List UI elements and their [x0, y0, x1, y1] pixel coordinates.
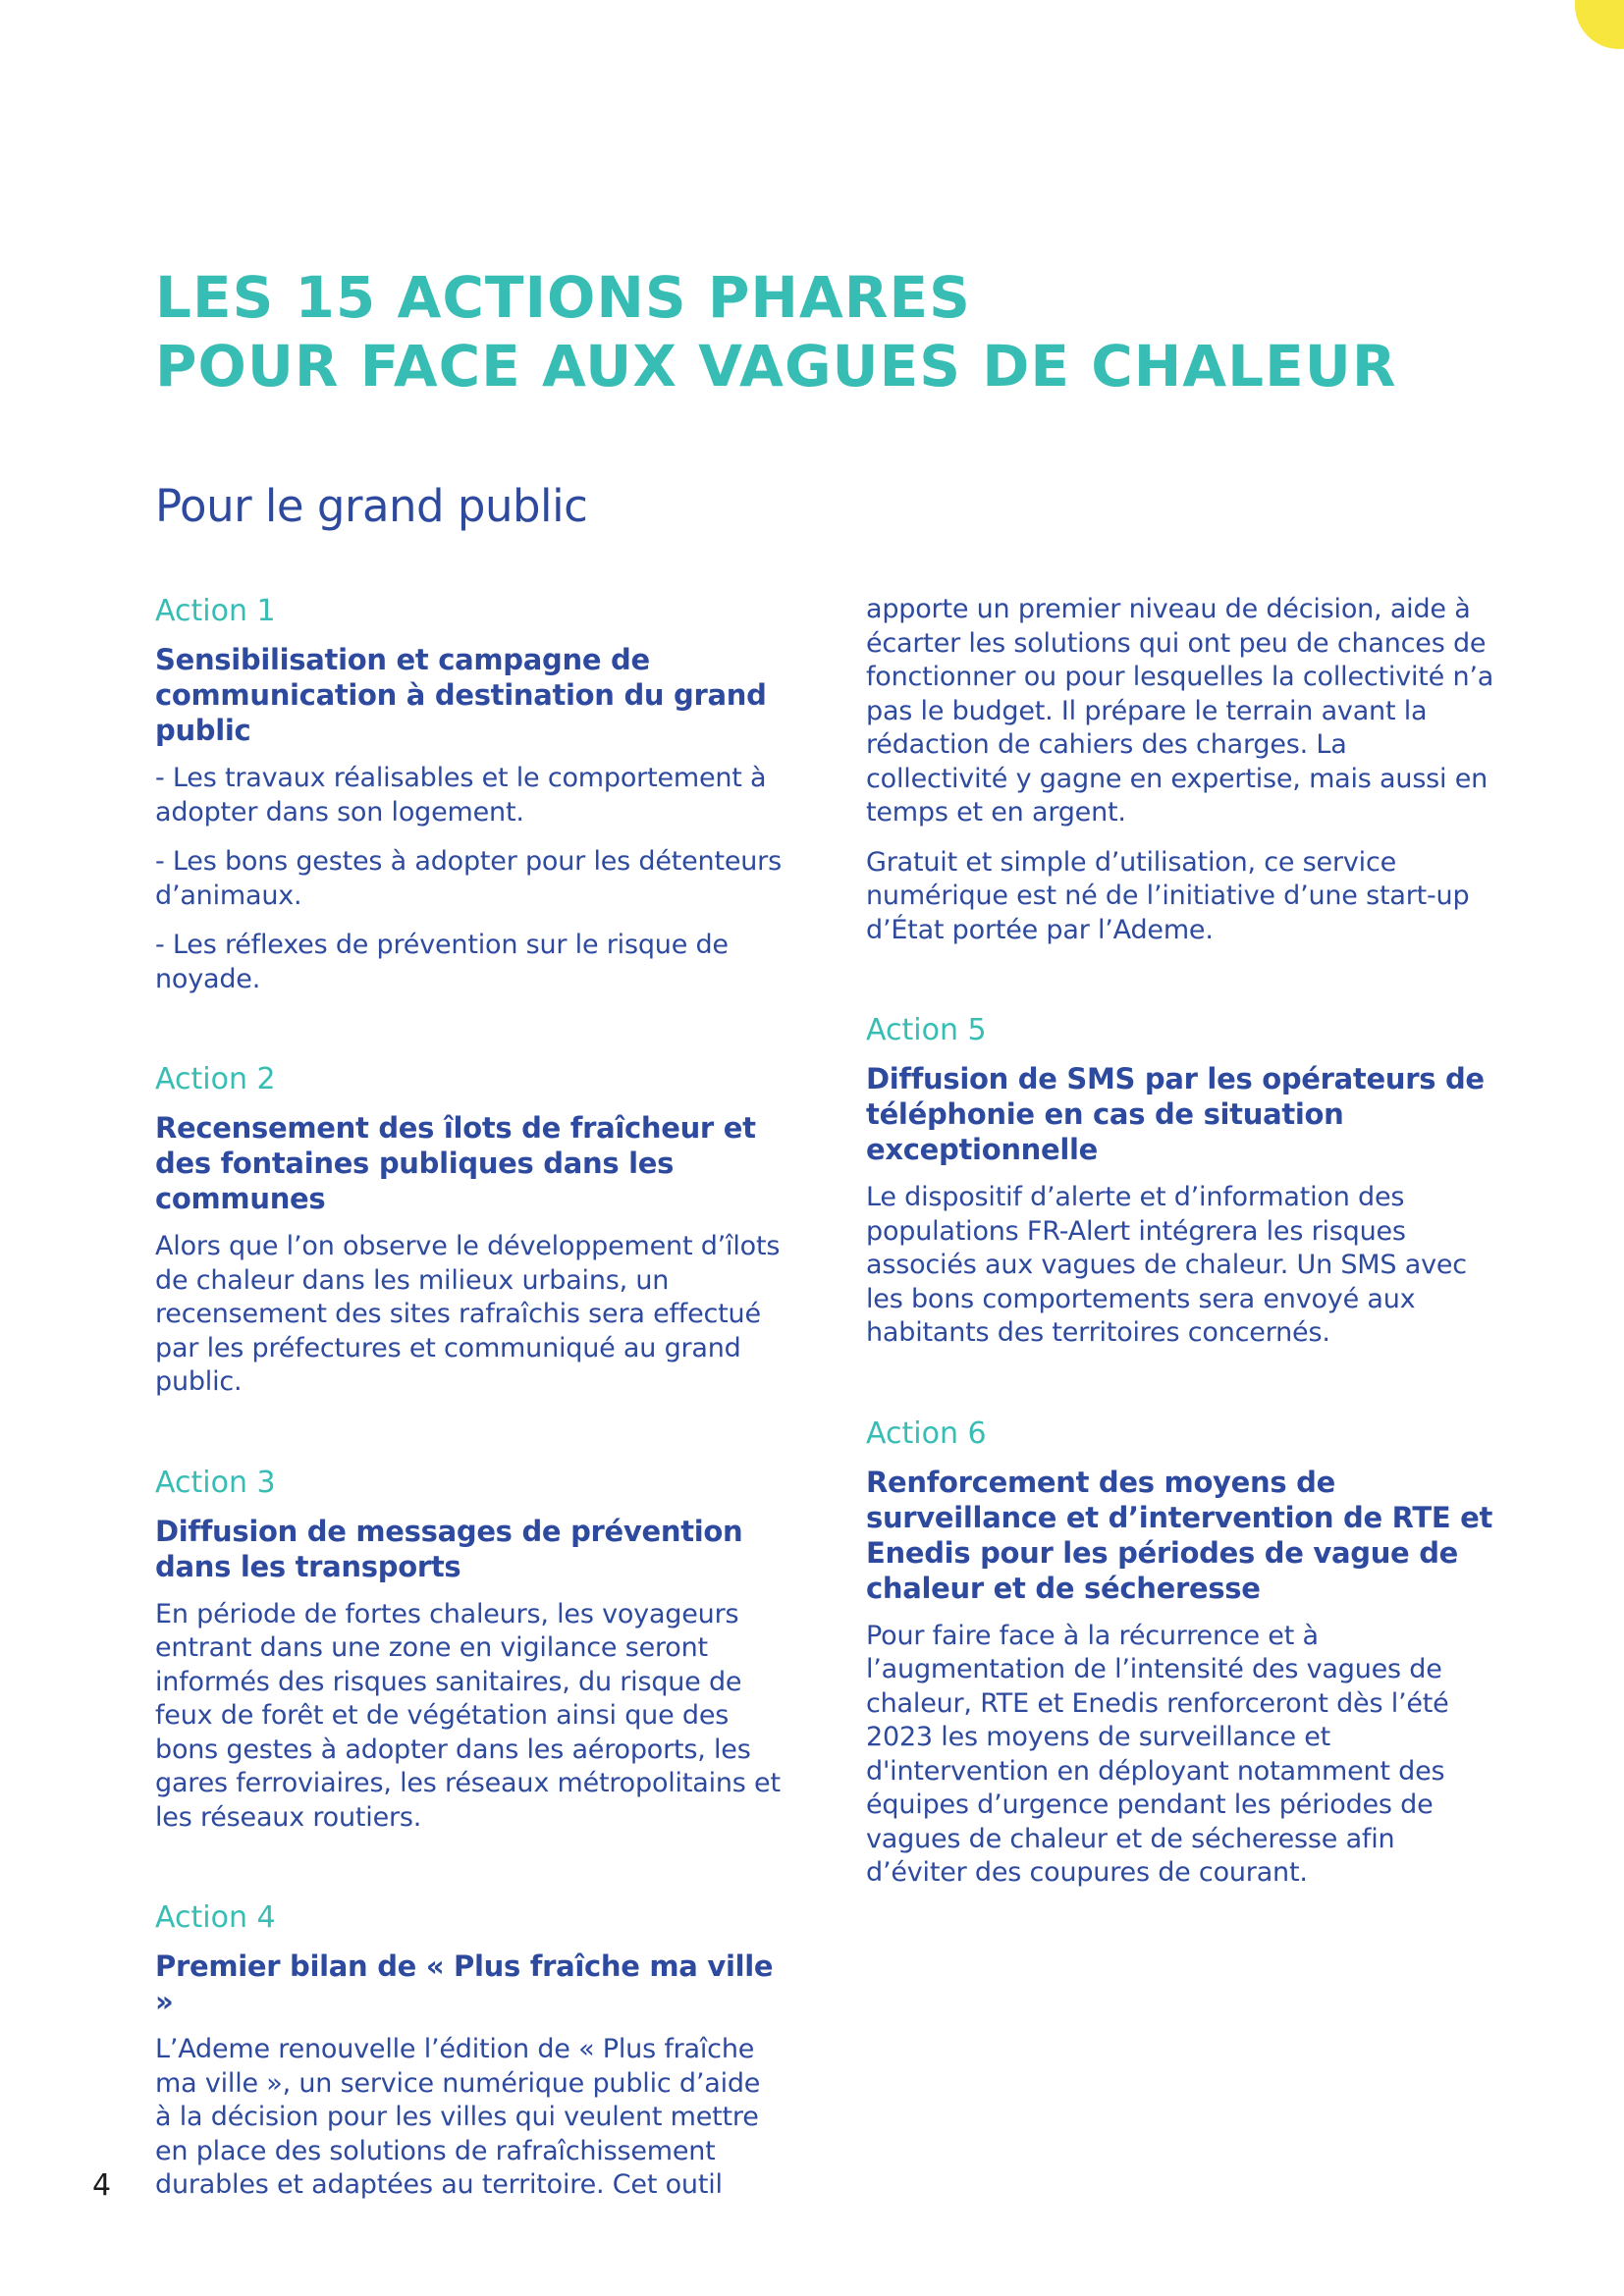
page-title-line-2: POUR FACE AUX VAGUES DE CHALEUR [155, 333, 1397, 400]
page-number: 4 [92, 2168, 112, 2203]
action-paragraph: L’Ademe renouvelle l’édition de « Plus fraîche ma ville », un service numérique public d’aide à la décision pour les villes qui veulent mettre en place des solutions de rafraîchissement durables et adaptées au territoire. Cet outil [155, 2034, 761, 2200]
action-paragraph: Gratuit et simple d’utilisation, ce service numérique est né de l’initiative d’une start-up d’État portée par l’Ademe. [866, 846, 1470, 945]
action-heading: Premier bilan de « Plus fraîche ma ville » [155, 1949, 774, 2018]
action-heading: Renforcement des moyens de surveillance et d’intervention de RTE et Enedis pour les périodes de vague de chaleur et de sécheresse [866, 1465, 1493, 1605]
action-label: Action 2 [155, 1062, 276, 1096]
action-3 [155, 1465, 784, 1836]
action-paragraph: Alors que l’on observe le développement d’îlots de chaleur dans les milieux urbains, un recensement des sites rafraîchis sera effectué par les préfectures et communiqué au grand public. [155, 1231, 781, 1397]
action-paragraph: apporte un premier niveau de décision, aide à écarter les solutions qui ont peu de chances de fonctionner ou pour lesquelles la collectivité n’a pas le budget. Il prépare le terrain avant la rédaction de cahiers des charges. La collectivité y gagne en expertise, mais aussi en temps et en argent. [866, 594, 1494, 828]
action-paragraph: En période de fortes chaleurs, les voyageurs entrant dans une zone en vigilance seront informés des risques sanitaires, du risque de feux de forêt et de végétation ainsi que des bons gestes à adopter dans les aéroports, les gares ferroviaires, les réseaux métropolitains et les réseaux routiers. [155, 1598, 781, 1833]
action-5 [866, 1012, 1494, 1351]
action-6 [866, 1415, 1494, 1891]
action-heading: Diffusion de messages de prévention dans les transports [155, 1514, 743, 1583]
action-label: Action 6 [866, 1415, 987, 1451]
action-bullet: - Les travaux réalisables et le comportement à adopter dans son logement. [155, 763, 767, 828]
action-heading: Recensement des îlots de fraîcheur et des fontaines publiques dans les communes [155, 1111, 756, 1215]
left-column [155, 593, 784, 2268]
action-4-continued [866, 593, 1494, 947]
page-title [155, 263, 1397, 400]
action-1 [155, 593, 784, 996]
section-subtitle: Pour le grand public [155, 480, 588, 532]
action-label: Action 3 [155, 1465, 276, 1500]
action-paragraph: Le dispositif d’alerte et d’information des populations FR-Alert intégrera les risques associés aux vagues de chaleur. Un SMS avec les bons comportements sera envoyé aux habitants des territoires concernés. [866, 1182, 1467, 1348]
action-paragraph: Pour faire face à la récurrence et à l’augmentation de l’intensité des vagues de chaleur, RTE et Enedis renforceront dès l’été 2023 les moyens de surveillance et d'intervention en déployant notamment des équipes d’urgence pendant les périodes de vagues de chaleur et de sécheresse afin d’éviter des coupures de courant. [866, 1620, 1449, 1888]
action-label: Action 4 [155, 1900, 276, 1935]
action-bullet: - Les réflexes de prévention sur le risque de noyade. [155, 930, 729, 994]
action-label: Action 5 [866, 1013, 987, 1047]
page-title-line-1: LES 15 ACTIONS PHARES [155, 264, 971, 331]
action-heading: Diffusion de SMS par les opérateurs de téléphonie en cas de situation exceptionnelle [866, 1062, 1485, 1166]
action-4 [155, 1899, 784, 2203]
action-bullet: - Les bons gestes à adopter pour les détenteurs d’animaux. [155, 846, 782, 911]
action-label: Action 1 [155, 594, 276, 628]
action-heading: Sensibilisation et campagne de communication à destination du grand public [155, 643, 767, 747]
right-column [866, 593, 1494, 1955]
action-2 [155, 1061, 784, 1400]
decorative-corner-shape [1575, 0, 1624, 49]
